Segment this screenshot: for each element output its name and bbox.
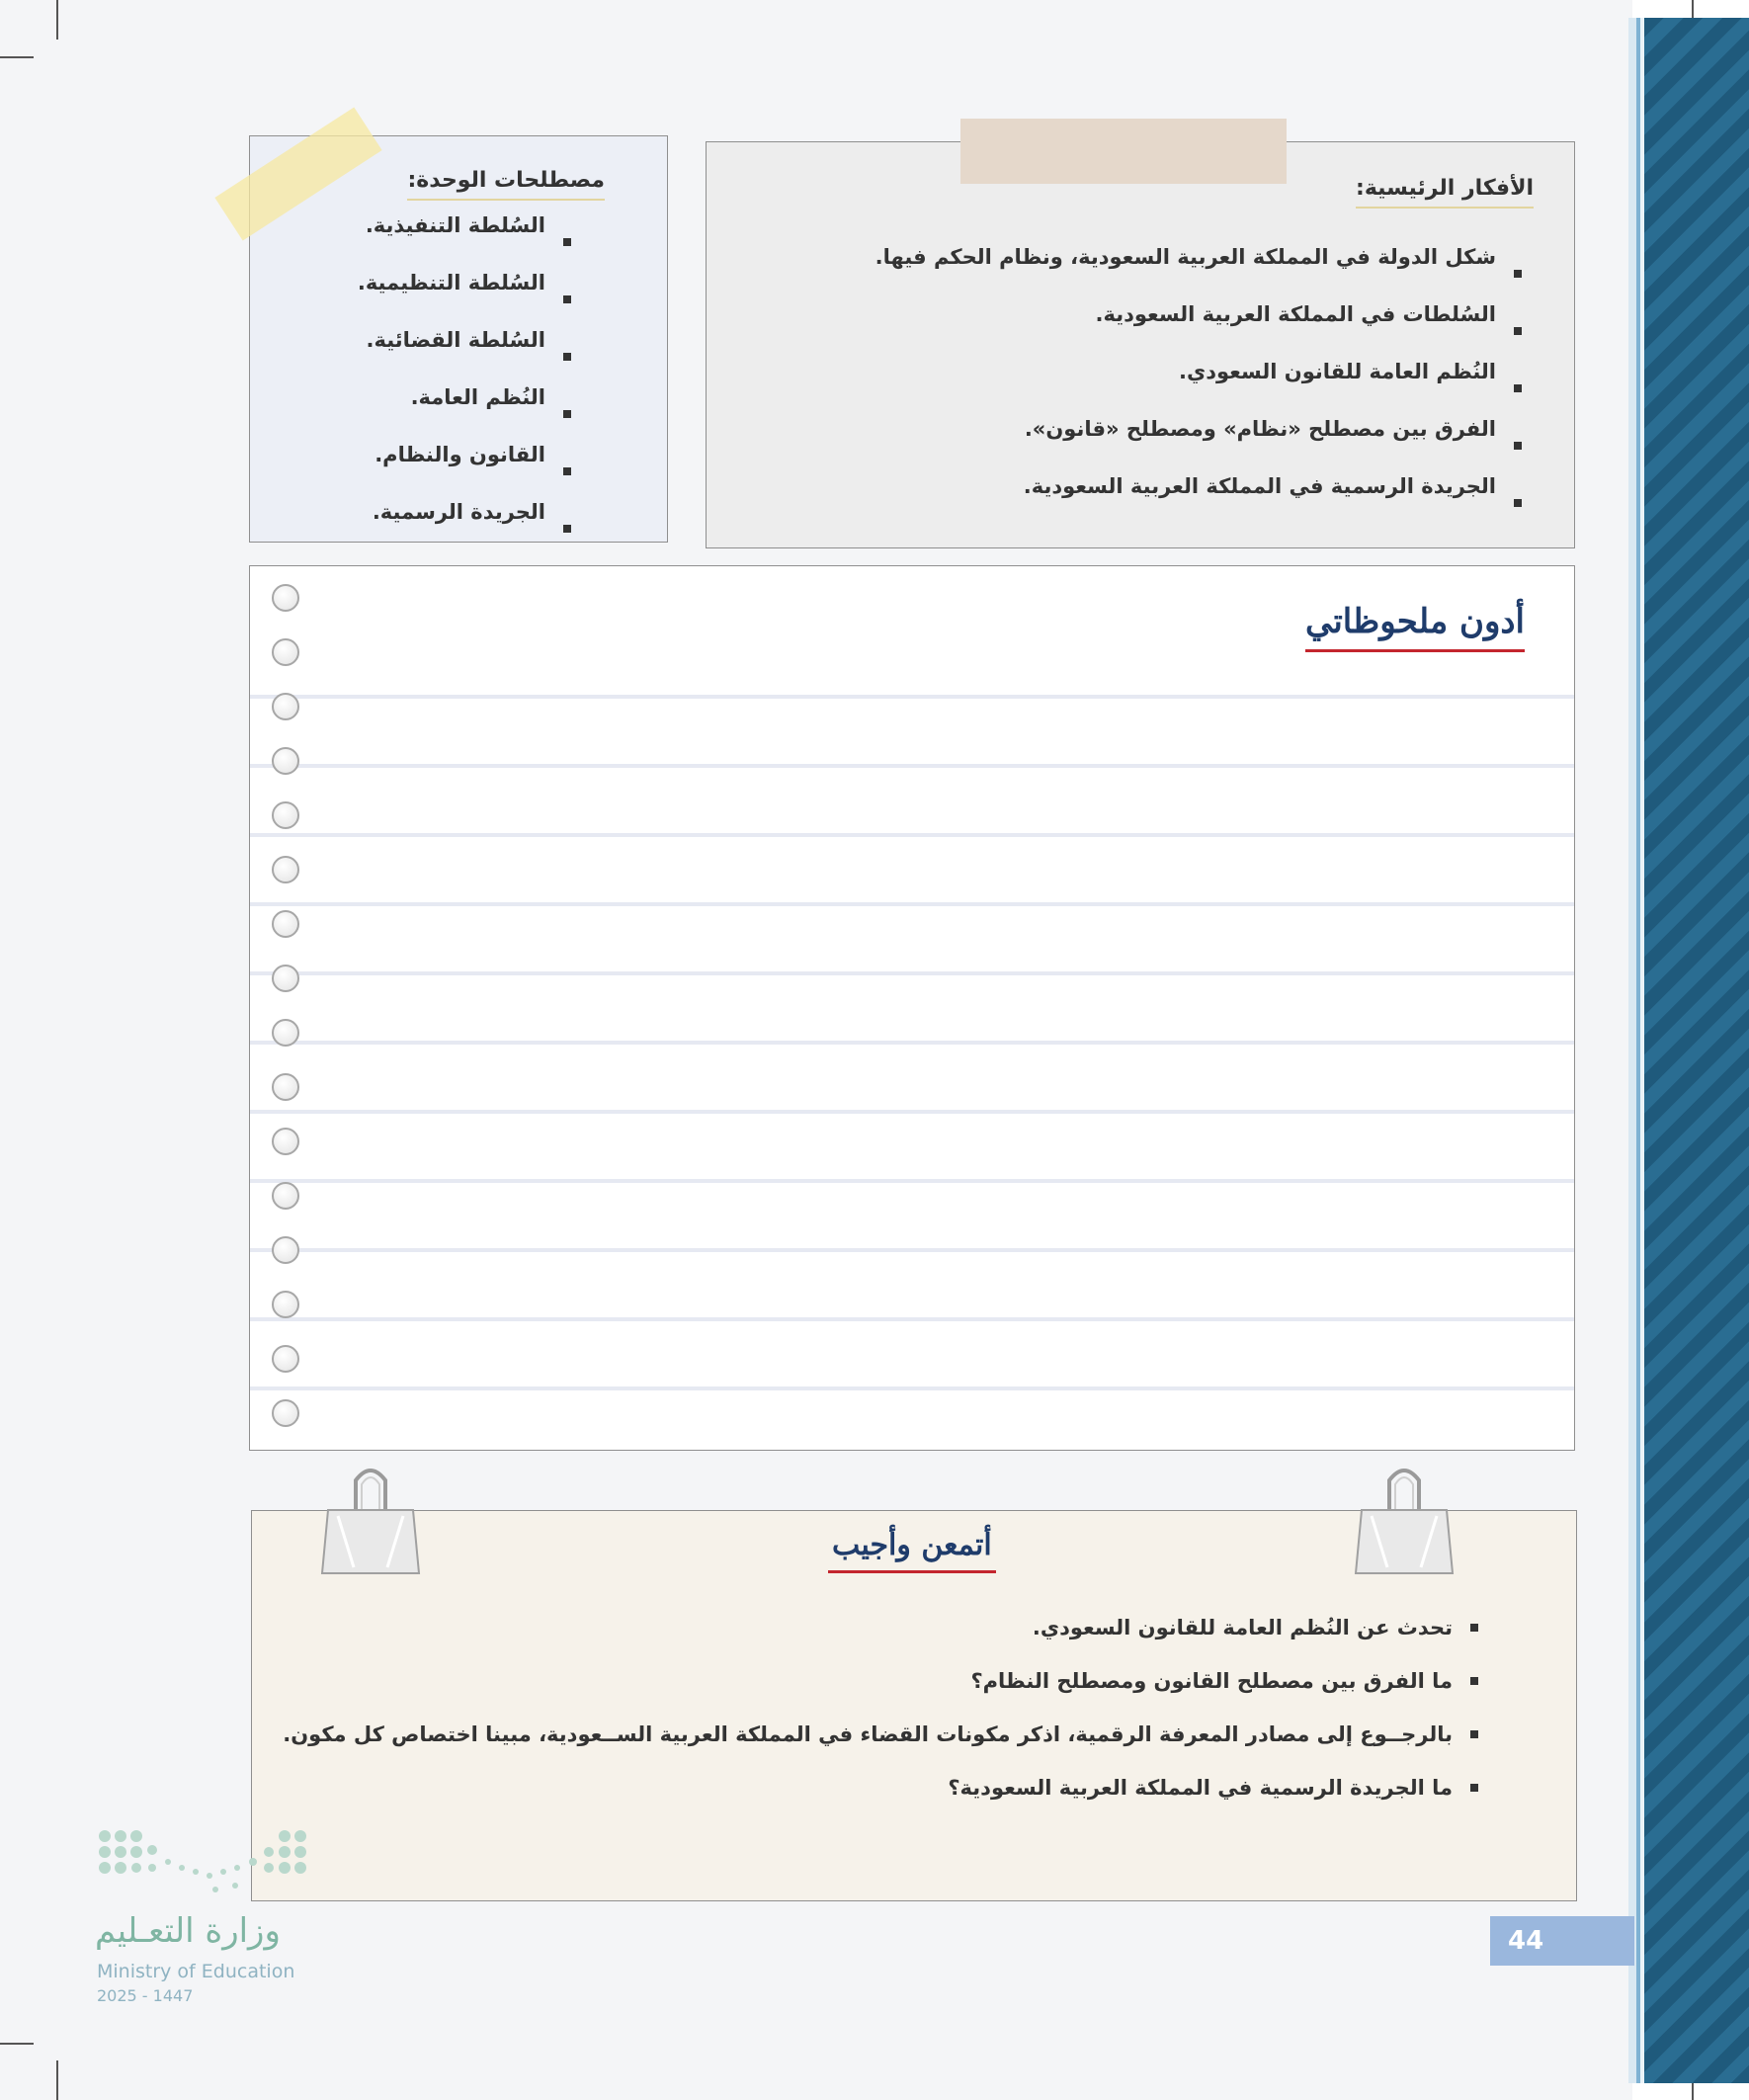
questions-list <box>283 1607 1478 1808</box>
binder-ring-icon <box>272 1236 299 1264</box>
spine-stripe <box>1628 18 1636 2083</box>
binder-ring-icon <box>272 801 299 829</box>
term-item: السُلطة التنفيذية. <box>358 213 571 271</box>
binder-ring-icon <box>272 638 299 666</box>
note-line <box>250 1110 1574 1114</box>
idea-item: شكل الدولة في المملكة العربية السعودية، ونظام الحكم فيها. <box>875 245 1522 302</box>
binder-ring-icon <box>272 693 299 720</box>
binder-ring-icon <box>272 1291 299 1318</box>
question-item: ما الفرق بين مصطلح القانون ومصطلح النظام؟ <box>312 1660 1478 1702</box>
idea-item: النُظم العامة للقانون السعودي. <box>875 360 1522 417</box>
binder-ring-icon <box>272 584 299 612</box>
binder-ring-icon <box>272 1073 299 1101</box>
decorative-spine <box>1644 18 1749 2083</box>
binder-ring-icon <box>272 747 299 775</box>
idea-item: الجريدة الرسمية في المملكة العربية السعودية. <box>875 474 1522 532</box>
term-item: السُلطة القضائية. <box>358 328 571 385</box>
question-item: بالرجــوع إلى مصادر المعرفة الرقمية، اذكر مكونات القضاء في المملكة العربية الســعودية، مبينا اختصاص كل مكون. <box>312 1714 1478 1755</box>
binder-clip-icon <box>1350 1461 1458 1579</box>
note-line <box>250 1179 1574 1183</box>
binder-ring-icon <box>272 1399 299 1427</box>
page-number: 44 <box>1490 1916 1634 1966</box>
idea-item: السُلطات في المملكة العربية السعودية. <box>875 302 1522 360</box>
note-line <box>250 971 1574 975</box>
binder-clip-icon <box>316 1461 425 1579</box>
note-line <box>250 902 1574 906</box>
binder-ring-icon <box>272 1128 299 1155</box>
note-line <box>250 1386 1574 1390</box>
crop-mark <box>0 56 34 58</box>
ministry-name-arabic: وزارة التعـليم <box>95 1911 281 1951</box>
binder-ring-icon <box>272 1345 299 1373</box>
binder-ring-icon <box>272 1019 299 1047</box>
ministry-year: 2025 - 1447 <box>97 1986 194 2005</box>
question-item: تحدث عن النُظم العامة للقانون السعودي. <box>312 1607 1478 1648</box>
tape-decoration <box>960 119 1287 184</box>
ministry-logo-icon <box>97 1828 314 1897</box>
ministry-name-english: Ministry of Education <box>97 1961 295 1982</box>
main-ideas-list <box>875 245 1522 532</box>
note-line <box>250 1317 1574 1321</box>
unit-terms-list <box>358 213 571 557</box>
reflect-and-answer-title: أتمعن وأجيب <box>828 1528 996 1573</box>
idea-item: الفرق بين مصطلح «نظام» ومصطلح «قانون». <box>875 417 1522 474</box>
term-item: السُلطة التنظيمية. <box>358 271 571 328</box>
crop-mark <box>56 0 58 40</box>
question-item: ما الجريدة الرسمية في المملكة العربية السعودية؟ <box>312 1767 1478 1808</box>
note-line <box>250 1041 1574 1045</box>
note-line <box>250 695 1574 699</box>
crop-mark <box>0 2043 34 2045</box>
notes-title: أدون ملحوظاتي <box>1305 602 1525 652</box>
binder-ring-icon <box>272 856 299 883</box>
note-line <box>250 833 1574 837</box>
term-item: الجريدة الرسمية. <box>358 500 571 557</box>
unit-terms-heading: مصطلحات الوحدة: <box>407 168 605 201</box>
note-line <box>250 764 1574 768</box>
binder-ring-icon <box>272 910 299 938</box>
term-item: القانون والنظام. <box>358 443 571 500</box>
term-item: النُظم العامة. <box>358 385 571 443</box>
crop-mark <box>56 2060 58 2100</box>
note-line <box>250 1248 1574 1252</box>
main-ideas-heading: الأفكار الرئيسية: <box>1356 176 1534 209</box>
binder-ring-icon <box>272 965 299 992</box>
binder-ring-icon <box>272 1182 299 1210</box>
notes-notebook <box>249 565 1575 1451</box>
